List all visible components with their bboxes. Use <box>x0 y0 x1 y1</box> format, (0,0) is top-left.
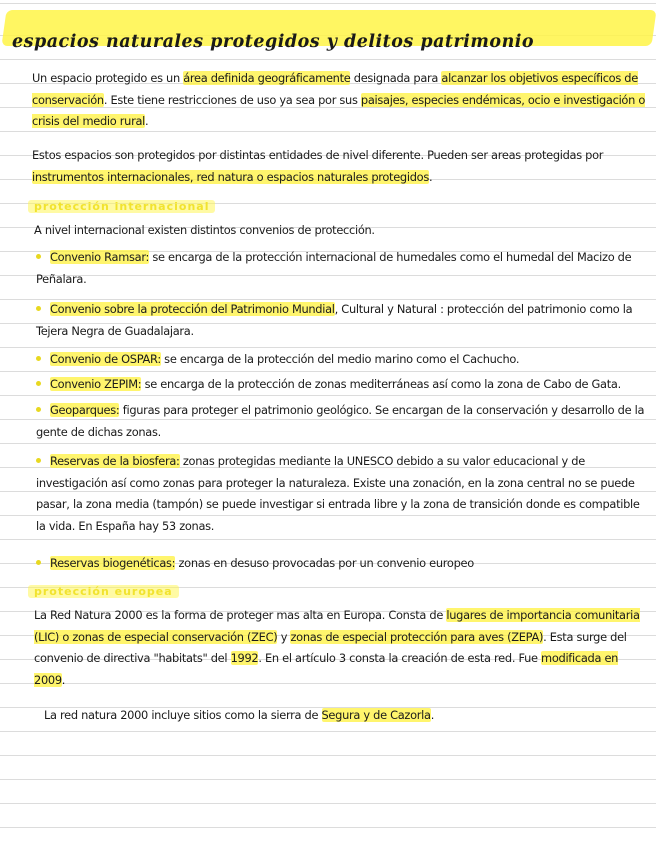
international-lead: A nivel internacional existen distintos convenios de protección. <box>34 223 375 237</box>
bullet-icon <box>36 560 41 565</box>
text-run: . <box>61 672 66 687</box>
highlight: instrumentos internacionales, red natura o espacios naturales protegidos <box>32 169 429 184</box>
page-title: espacios naturales protegidos y delitos patrimonio <box>12 32 535 52</box>
text-run: . <box>430 708 435 722</box>
bullet-icon <box>36 381 41 386</box>
list-item-term: Convenio de OSPAR: <box>50 352 161 366</box>
text-run: Estos espacios son protegidos por distintas entidades de nivel diferente. Pueden ser areas protegidas por <box>32 148 604 162</box>
list-item <box>36 400 650 443</box>
list-item-text: , Cultural y Natural : protección del patrimonio como la Tejera Negra de Guadalajara. <box>36 302 633 338</box>
bullet-icon <box>36 306 41 311</box>
list-item <box>36 247 650 290</box>
heading-text: protección europea <box>28 585 179 598</box>
text-run: . <box>145 114 149 128</box>
bullet-icon <box>36 458 41 463</box>
list-item-text: zonas protegidas mediante la UNESCO debido a su valor educacional y de investigación así como zonas para proteger la naturaleza. Existe una zonación, en la zona central no se puede pasar, la zona media (tampón) se puede investigar si entrada libre y la zona de transición donde es compatible la vida. En España hay 53 zonas. <box>36 454 640 533</box>
text-run: designada para <box>350 71 442 85</box>
section-heading-international <box>28 195 215 214</box>
highlight: zonas de especial protección para aves (ZEPA) <box>290 629 544 644</box>
bullet-icon <box>36 356 41 361</box>
european-paragraph-2 <box>44 705 644 727</box>
bullet-icon <box>36 254 41 259</box>
list-item-term: Reservas biogenéticas: <box>50 556 176 570</box>
list-item-text: se encarga de la protección internacional de humedales como el humedal del Macizo de Peñalara. <box>36 250 632 286</box>
list-item-term: Convenio sobre la protección del Patrimonio Mundial <box>50 302 335 316</box>
list-item-term: Geoparques: <box>50 403 120 417</box>
list-item-term: Convenio Ramsar: <box>50 250 150 264</box>
list-item <box>36 553 650 575</box>
text-run: . <box>428 169 433 184</box>
list-item <box>36 374 650 396</box>
highlight: 1992 <box>230 651 259 665</box>
text-run: . Esta surge del convenio de directiva "habitats" del <box>34 629 627 665</box>
text-run: Un espacio protegido es un <box>32 71 184 85</box>
highlight: paisajes, especies endémicas, ocio e investigación o crisis del medio rural <box>32 92 646 128</box>
highlight: lugares de importancia comunitaria (LIC) o zonas de especial conservación (ZEC) <box>34 608 640 644</box>
intro-paragraph-1 <box>32 68 648 133</box>
highlight: Segura y de Cazorla <box>321 708 431 722</box>
european-paragraph-1 <box>34 605 648 691</box>
text-run: La Red Natura 2000 es la forma de proteger mas alta en Europa. Consta de <box>34 608 447 622</box>
text-run: La red natura 2000 incluye sitios como la sierra de <box>44 708 322 722</box>
text-run: . En el artículo 3 consta la creación de esta red. Fue <box>258 651 542 665</box>
text-run: y <box>277 629 291 644</box>
list-item-term: Convenio ZEPIM: <box>50 377 142 391</box>
heading-text: protección internacional <box>28 200 215 213</box>
list-item <box>36 349 650 371</box>
list-item-text: se encarga de la protección del medio marino como el Cachucho. <box>160 352 520 366</box>
list-item-text: figuras para proteger el patrimonio geológico. Se encargan de la conservación y desarrollo de la gente de dichas zonas. <box>36 403 645 439</box>
highlight: alcanzar los objetivos específicos de conservación <box>32 71 638 107</box>
highlight: área definida geográficamente <box>183 71 351 85</box>
highlight: modificada en 2009 <box>34 651 619 687</box>
list-item-text: zonas en desuso provocadas por un convenio europeo <box>175 556 474 570</box>
list-item <box>36 299 650 342</box>
bullet-icon <box>36 407 41 412</box>
text-run: . Este tiene restricciones de uso ya sea por sus <box>103 92 361 107</box>
list-item-text: se encarga de la protección de zonas mediterráneas así como la zona de Cabo de Gata. <box>141 377 621 391</box>
list-item <box>36 451 650 537</box>
intro-paragraph-2 <box>32 145 648 188</box>
list-item-term: Reservas de la biosfera: <box>50 454 180 468</box>
section-heading-european <box>28 580 179 599</box>
